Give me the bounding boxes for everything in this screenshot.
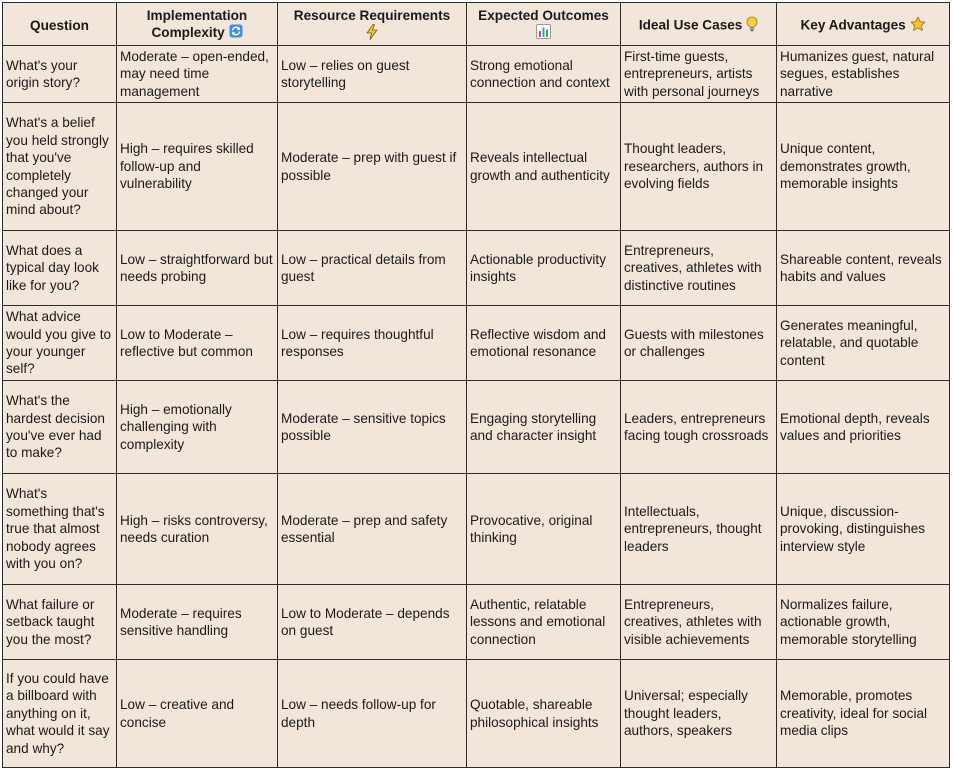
- header-complexity: Implementation Complexity: [117, 3, 278, 46]
- lightning-icon: [366, 24, 378, 44]
- cell-advantages: Shareable content, reveals habits and values: [777, 231, 950, 306]
- cell-question: If you could have a billboard with anything on it, what would it say and why?: [3, 660, 117, 768]
- header-question: Question: [3, 3, 117, 46]
- cell-resources: Low to Moderate – depends on guest: [278, 585, 467, 660]
- cell-outcomes: Provocative, original thinking: [467, 474, 621, 585]
- cell-outcomes: Quotable, shareable philosophical insights: [467, 660, 621, 768]
- bar-chart-icon: [536, 24, 551, 43]
- cell-question: What's the hardest decision you've ever had to make?: [3, 381, 117, 474]
- star-icon: [910, 16, 926, 36]
- cell-complexity: Moderate – requires sensitive handling: [117, 585, 278, 660]
- table-row: [3, 103, 950, 231]
- header-resources: Resource Requirements: [278, 3, 467, 46]
- cell-complexity: Low – straightforward but needs probing: [117, 231, 278, 306]
- cell-advantages: Unique content, demonstrates growth, memorable insights: [777, 103, 950, 231]
- cell-question: What does a typical day look like for you?: [3, 231, 117, 306]
- cell-use-cases: Entrepreneurs, creatives, athletes with visible achievements: [621, 585, 777, 660]
- cell-advantages: Emotional depth, reveals values and priorities: [777, 381, 950, 474]
- table-row: [3, 231, 950, 306]
- cell-advantages: Generates meaningful, relatable, and quotable content: [777, 306, 950, 381]
- lightbulb-icon: [746, 16, 758, 36]
- cell-resources: Moderate – sensitive topics possible: [278, 381, 467, 474]
- cell-resources: Low – needs follow-up for depth: [278, 660, 467, 768]
- cell-outcomes: Strong emotional connection and context: [467, 46, 621, 103]
- cell-question: What's something that's true that almost nobody agrees with you on?: [3, 474, 117, 585]
- cell-use-cases: Leaders, entrepreneurs facing tough crossroads: [621, 381, 777, 474]
- cell-advantages: Normalizes failure, actionable growth, memorable storytelling: [777, 585, 950, 660]
- table-row: [3, 585, 950, 660]
- cell-outcomes: Authentic, relatable lessons and emotional connection: [467, 585, 621, 660]
- table-row: [3, 474, 950, 585]
- cell-complexity: Low – creative and concise: [117, 660, 278, 768]
- cell-complexity: High – emotionally challenging with complexity: [117, 381, 278, 474]
- cell-use-cases: First-time guests, entrepreneurs, artists with personal journeys: [621, 46, 777, 103]
- cell-complexity: Moderate – open-ended, may need time management: [117, 46, 278, 103]
- cell-resources: Low – requires thoughtful responses: [278, 306, 467, 381]
- cell-question: What failure or setback taught you the most?: [3, 585, 117, 660]
- header-use-cases: Ideal Use Cases: [621, 3, 777, 46]
- table-row: [3, 660, 950, 768]
- cell-outcomes: Reveals intellectual growth and authenticity: [467, 103, 621, 231]
- header-advantages: Key Advantages: [777, 3, 950, 46]
- cell-use-cases: Universal; especially thought leaders, authors, speakers: [621, 660, 777, 768]
- cell-use-cases: Intellectuals, entrepreneurs, thought leaders: [621, 474, 777, 585]
- cell-resources: Moderate – prep with guest if possible: [278, 103, 467, 231]
- cell-outcomes: Reflective wisdom and emotional resonance: [467, 306, 621, 381]
- cell-complexity: High – risks controversy, needs curation: [117, 474, 278, 585]
- header-outcomes: Expected Outcomes: [467, 3, 621, 46]
- cell-use-cases: Entrepreneurs, creatives, athletes with distinctive routines: [621, 231, 777, 306]
- header-row: [3, 3, 950, 46]
- cell-advantages: Memorable, promotes creativity, ideal for social media clips: [777, 660, 950, 768]
- comparison-table: [2, 2, 950, 768]
- cell-question: What advice would you give to your younger self?: [3, 306, 117, 381]
- cell-outcomes: Engaging storytelling and character insight: [467, 381, 621, 474]
- cycle-arrows-icon: [229, 24, 243, 42]
- cell-resources: Low – practical details from guest: [278, 231, 467, 306]
- cell-resources: Low – relies on guest storytelling: [278, 46, 467, 103]
- cell-resources: Moderate – prep and safety essential: [278, 474, 467, 585]
- table-row: [3, 306, 950, 381]
- cell-advantages: Humanizes guest, natural segues, establishes narrative: [777, 46, 950, 103]
- cell-advantages: Unique, discussion-provoking, distinguishes interview style: [777, 474, 950, 585]
- cell-use-cases: Thought leaders, researchers, authors in evolving fields: [621, 103, 777, 231]
- cell-question: What's a belief you held strongly that you've completely changed your mind about?: [3, 103, 117, 231]
- table-row: [3, 381, 950, 474]
- table-row: [3, 46, 950, 103]
- cell-question: What's your origin story?: [3, 46, 117, 103]
- cell-complexity: High – requires skilled follow-up and vulnerability: [117, 103, 278, 231]
- cell-outcomes: Actionable productivity insights: [467, 231, 621, 306]
- cell-use-cases: Guests with milestones or challenges: [621, 306, 777, 381]
- cell-complexity: Low to Moderate – reflective but common: [117, 306, 278, 381]
